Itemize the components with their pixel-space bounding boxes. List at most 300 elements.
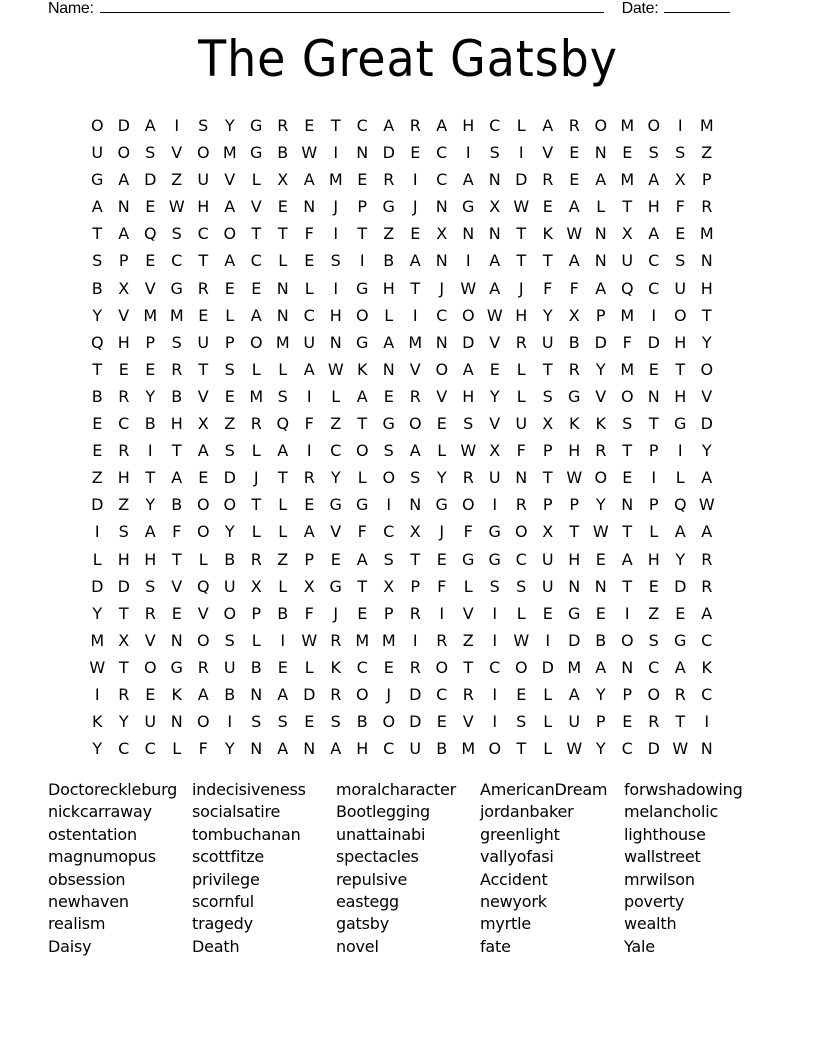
grid-cell[interactable]: Y [595,495,606,515]
grid-cell[interactable]: C [701,630,713,650]
grid-cell[interactable]: P [251,603,262,623]
grid-cell[interactable]: P [622,684,633,704]
grid-cell[interactable]: E [622,143,633,163]
grid-cell[interactable]: S [118,522,129,542]
grid-cell[interactable]: N [515,468,528,488]
grid-cell[interactable]: G [674,630,687,650]
grid-cell[interactable]: C [436,684,448,704]
grid-cell[interactable]: N [276,278,289,298]
grid-cell[interactable]: S [251,712,262,732]
grid-cell[interactable]: K [701,657,712,677]
grid-cell[interactable]: N [488,224,501,244]
grid-cell[interactable]: D [541,657,554,677]
grid-cell[interactable]: S [277,386,288,406]
grid-cell[interactable]: L [516,603,526,623]
grid-cell[interactable]: S [330,251,341,271]
name-field-line[interactable] [100,0,604,13]
grid-cell[interactable]: T [622,522,633,542]
grid-cell[interactable]: N [594,143,607,163]
grid-cell[interactable]: F [543,278,553,298]
grid-cell[interactable]: R [515,332,527,352]
grid-cell[interactable]: C [648,657,660,677]
grid-cell[interactable]: U [223,657,236,677]
grid-cell[interactable]: C [118,739,130,759]
grid-cell[interactable]: L [225,305,235,325]
grid-cell[interactable]: L [649,522,659,542]
grid-cell[interactable]: R [462,468,474,488]
grid-cell[interactable]: E [648,359,659,379]
grid-cell[interactable]: E [675,603,686,623]
grid-cell[interactable]: T [277,224,288,244]
grid-cell[interactable]: H [382,278,395,298]
grid-cell[interactable]: N [435,251,448,271]
grid-cell[interactable]: T [675,359,686,379]
grid-cell[interactable]: M [699,224,714,244]
grid-cell[interactable]: E [145,684,156,704]
grid-cell[interactable]: O [382,468,396,488]
grid-cell[interactable]: M [620,305,635,325]
grid-cell[interactable]: L [675,468,685,488]
grid-cell[interactable]: P [542,441,553,461]
grid-cell[interactable]: W [168,197,185,217]
grid-cell[interactable]: M [222,143,237,163]
grid-cell[interactable]: S [171,332,182,352]
grid-cell[interactable]: I [492,712,498,732]
grid-cell[interactable]: T [701,305,712,325]
grid-cell[interactable]: S [489,576,500,596]
grid-cell[interactable]: A [674,657,686,677]
grid-cell[interactable]: Z [277,549,289,569]
grid-cell[interactable]: C [383,739,395,759]
grid-cell[interactable]: S [224,359,235,379]
grid-cell[interactable]: A [674,522,686,542]
grid-cell[interactable]: D [674,576,687,596]
grid-cell[interactable]: F [172,522,182,542]
grid-cell[interactable]: R [330,630,342,650]
grid-cell[interactable]: P [410,576,421,596]
grid-cell[interactable]: O [223,224,237,244]
grid-cell[interactable]: B [171,386,183,406]
grid-cell[interactable]: B [568,332,580,352]
grid-cell[interactable]: W [301,143,318,163]
grid-cell[interactable]: O [700,359,714,379]
grid-cell[interactable]: H [117,332,130,352]
grid-cell[interactable]: N [462,224,475,244]
grid-cell[interactable]: L [516,116,526,135]
grid-cell[interactable]: A [303,359,315,379]
grid-cell[interactable]: B [250,657,262,677]
grid-cell[interactable]: P [357,197,368,217]
grid-cell[interactable]: L [304,657,314,677]
grid-cell[interactable]: N [594,224,607,244]
grid-cell[interactable]: N [435,332,448,352]
grid-cell[interactable]: L [92,549,102,569]
grid-cell[interactable]: E [357,170,368,190]
grid-cell[interactable]: I [492,495,498,515]
grid-cell[interactable]: L [357,468,367,488]
grid-cell[interactable]: I [227,712,233,732]
grid-cell[interactable]: Y [701,441,712,461]
grid-cell[interactable]: E [304,116,315,135]
grid-cell[interactable]: B [91,386,103,406]
grid-cell[interactable]: A [409,441,421,461]
grid-cell[interactable]: D [515,170,528,190]
grid-cell[interactable]: U [541,332,554,352]
grid-cell[interactable]: B [383,251,395,271]
grid-cell[interactable]: Y [224,739,235,759]
grid-cell[interactable]: J [518,278,524,298]
grid-cell[interactable]: W [301,630,318,650]
grid-cell[interactable]: E [383,386,394,406]
grid-cell[interactable]: X [489,197,501,217]
grid-cell[interactable]: D [647,739,660,759]
grid-cell[interactable]: L [278,522,288,542]
grid-cell[interactable]: Z [91,468,103,488]
grid-cell[interactable]: A [144,522,156,542]
grid-cell[interactable]: R [409,116,421,135]
grid-cell[interactable]: I [280,630,286,650]
grid-cell[interactable]: R [303,468,315,488]
grid-cell[interactable]: L [251,359,261,379]
grid-cell[interactable]: I [306,441,312,461]
grid-cell[interactable]: B [277,603,289,623]
grid-cell[interactable]: N [435,197,448,217]
grid-cell[interactable]: H [568,441,581,461]
grid-cell[interactable]: A [277,739,289,759]
grid-cell[interactable]: G [568,386,581,406]
grid-cell[interactable]: U [197,170,210,190]
grid-cell[interactable]: B [356,712,368,732]
grid-cell[interactable]: P [569,495,580,515]
grid-cell[interactable]: L [251,522,261,542]
grid-cell[interactable]: C [648,278,660,298]
grid-cell[interactable]: I [545,630,551,650]
grid-cell[interactable]: D [409,684,422,704]
grid-cell[interactable]: E [489,359,500,379]
grid-cell[interactable]: Y [675,549,686,569]
grid-cell[interactable]: J [333,197,339,217]
grid-cell[interactable]: M [90,630,105,650]
grid-cell[interactable]: T [569,522,580,542]
grid-cell[interactable]: T [357,576,368,596]
grid-cell[interactable]: O [514,657,528,677]
grid-cell[interactable]: G [488,549,501,569]
grid-cell[interactable]: X [568,305,580,325]
grid-cell[interactable]: P [701,170,712,190]
grid-cell[interactable]: E [569,143,580,163]
grid-cell[interactable]: E [410,143,421,163]
grid-cell[interactable]: O [647,684,661,704]
grid-cell[interactable]: W [460,441,477,461]
grid-cell[interactable]: N [303,739,316,759]
grid-cell[interactable]: K [357,359,368,379]
grid-cell[interactable]: Y [145,495,156,515]
grid-cell[interactable]: E [145,359,156,379]
grid-cell[interactable]: H [462,386,475,406]
grid-cell[interactable]: V [701,386,713,406]
grid-cell[interactable]: T [542,359,553,379]
grid-cell[interactable]: S [198,116,209,135]
grid-cell[interactable]: Y [595,739,606,759]
grid-cell[interactable]: H [515,305,528,325]
grid-cell[interactable]: T [622,197,633,217]
grid-cell[interactable]: S [516,576,527,596]
grid-cell[interactable]: Q [196,576,210,596]
grid-cell[interactable]: T [622,441,633,461]
grid-cell[interactable]: D [462,332,475,352]
grid-cell[interactable]: H [647,549,660,569]
grid-cell[interactable]: K [92,712,103,732]
grid-cell[interactable]: I [704,712,710,732]
grid-cell[interactable]: M [461,739,476,759]
grid-cell[interactable]: W [698,495,715,515]
grid-cell[interactable]: R [568,359,580,379]
grid-cell[interactable]: N [117,197,130,217]
grid-cell[interactable]: I [624,603,630,623]
grid-cell[interactable]: M [275,332,290,352]
grid-cell[interactable]: X [250,576,262,596]
grid-cell[interactable]: W [566,739,583,759]
grid-cell[interactable]: E [595,549,606,569]
grid-cell[interactable]: S [383,549,394,569]
grid-cell[interactable]: Y [595,359,606,379]
grid-cell[interactable]: E [675,224,686,244]
grid-cell[interactable]: N [488,170,501,190]
grid-cell[interactable]: U [91,143,104,163]
grid-cell[interactable]: R [701,576,713,596]
grid-cell[interactable]: O [594,468,608,488]
grid-cell[interactable]: K [595,414,606,434]
grid-cell[interactable]: T [675,712,686,732]
grid-cell[interactable]: I [492,684,498,704]
grid-cell[interactable]: Y [436,468,447,488]
grid-cell[interactable]: E [569,170,580,190]
grid-cell[interactable]: R [118,386,130,406]
grid-cell[interactable]: B [277,143,289,163]
grid-cell[interactable]: X [277,170,289,190]
grid-cell[interactable]: B [144,414,156,434]
grid-cell[interactable]: D [647,332,660,352]
grid-cell[interactable]: A [409,251,421,271]
grid-cell[interactable]: A [224,251,236,271]
grid-cell[interactable]: J [386,684,392,704]
grid-cell[interactable]: G [170,657,183,677]
grid-cell[interactable]: G [250,143,263,163]
grid-cell[interactable]: C [356,657,368,677]
grid-cell[interactable]: E [251,278,262,298]
grid-cell[interactable]: R [277,116,289,135]
grid-cell[interactable]: I [651,468,657,488]
grid-cell[interactable]: O [673,305,687,325]
grid-cell[interactable]: D [144,170,157,190]
grid-cell[interactable]: H [568,549,581,569]
grid-cell[interactable]: T [622,576,633,596]
grid-cell[interactable]: N [700,739,713,759]
grid-cell[interactable]: C [144,739,156,759]
grid-cell[interactable]: E [304,495,315,515]
grid-cell[interactable]: U [515,414,528,434]
grid-cell[interactable]: R [409,657,421,677]
grid-cell[interactable]: S [463,414,474,434]
grid-cell[interactable]: C [515,549,527,569]
grid-cell[interactable]: T [145,468,156,488]
grid-cell[interactable]: S [383,441,394,461]
grid-cell[interactable]: A [462,170,474,190]
grid-cell[interactable]: I [333,278,339,298]
grid-cell[interactable]: B [171,495,183,515]
grid-cell[interactable]: T [542,468,553,488]
grid-cell[interactable]: M [620,170,635,190]
grid-cell[interactable]: A [144,116,156,135]
grid-cell[interactable]: E [224,386,235,406]
grid-cell[interactable]: O [408,414,422,434]
grid-cell[interactable]: R [118,684,130,704]
grid-cell[interactable]: L [251,170,261,190]
grid-cell[interactable]: K [569,414,580,434]
grid-cell[interactable]: R [144,603,156,623]
grid-cell[interactable]: I [333,143,339,163]
grid-cell[interactable]: E [622,712,633,732]
grid-cell[interactable]: E [171,603,182,623]
grid-cell[interactable]: V [250,197,262,217]
grid-cell[interactable]: W [566,468,583,488]
grid-cell[interactable]: Y [489,386,500,406]
grid-cell[interactable]: S [92,251,103,271]
grid-cell[interactable]: J [439,522,445,542]
grid-cell[interactable]: I [465,251,471,271]
grid-cell[interactable]: Q [90,332,104,352]
grid-cell[interactable]: P [648,441,659,461]
grid-cell[interactable]: R [648,712,660,732]
grid-cell[interactable]: U [674,278,687,298]
grid-cell[interactable]: X [674,170,686,190]
grid-cell[interactable]: N [409,495,422,515]
grid-cell[interactable]: I [412,630,418,650]
grid-cell[interactable]: M [249,386,264,406]
grid-cell[interactable]: F [198,739,208,759]
grid-cell[interactable]: O [196,630,210,650]
grid-cell[interactable]: N [621,657,634,677]
grid-cell[interactable]: Y [224,116,235,135]
grid-cell[interactable]: I [306,386,312,406]
grid-cell[interactable]: N [170,712,183,732]
grid-cell[interactable]: H [117,468,130,488]
grid-cell[interactable]: N [276,305,289,325]
grid-cell[interactable]: E [357,603,368,623]
grid-cell[interactable]: G [356,495,369,515]
grid-cell[interactable]: O [594,116,608,135]
grid-cell[interactable]: T [92,359,103,379]
grid-cell[interactable]: G [488,522,501,542]
grid-cell[interactable]: I [412,170,418,190]
grid-cell[interactable]: G [356,332,369,352]
grid-cell[interactable]: J [412,197,418,217]
grid-cell[interactable]: V [489,414,501,434]
grid-cell[interactable]: Y [542,305,553,325]
grid-cell[interactable]: G [382,414,395,434]
grid-cell[interactable]: N [647,386,660,406]
grid-cell[interactable]: R [250,549,262,569]
grid-cell[interactable]: C [436,305,448,325]
grid-cell[interactable]: I [677,116,683,135]
grid-cell[interactable]: B [224,549,236,569]
grid-cell[interactable]: F [569,278,579,298]
grid-cell[interactable]: M [408,332,423,352]
grid-cell[interactable]: R [118,441,130,461]
grid-cell[interactable]: X [383,576,395,596]
grid-cell[interactable]: D [117,116,130,135]
grid-cell[interactable]: T [251,224,262,244]
grid-cell[interactable]: S [171,224,182,244]
grid-cell[interactable]: F [357,522,367,542]
grid-cell[interactable]: C [436,143,448,163]
grid-cell[interactable]: V [462,603,474,623]
grid-cell[interactable]: T [198,359,209,379]
grid-cell[interactable]: O [117,143,131,163]
grid-cell[interactable]: R [674,684,686,704]
grid-cell[interactable]: L [516,386,526,406]
grid-cell[interactable]: C [383,522,395,542]
grid-cell[interactable]: A [595,278,607,298]
grid-cell[interactable]: C [197,224,209,244]
grid-cell[interactable]: C [356,116,368,135]
grid-cell[interactable]: G [329,495,342,515]
grid-cell[interactable]: M [620,116,635,135]
grid-cell[interactable]: A [356,549,368,569]
grid-cell[interactable]: O [461,495,475,515]
grid-cell[interactable]: I [465,143,471,163]
grid-cell[interactable]: A [595,657,607,677]
grid-cell[interactable]: I [492,603,498,623]
grid-cell[interactable]: R [701,197,713,217]
grid-cell[interactable]: C [621,739,633,759]
grid-cell[interactable]: I [94,684,100,704]
grid-cell[interactable]: C [701,684,713,704]
grid-cell[interactable]: S [330,712,341,732]
grid-cell[interactable]: E [198,305,209,325]
grid-cell[interactable]: V [330,522,342,542]
grid-cell[interactable]: H [329,305,342,325]
grid-cell[interactable]: A [383,116,395,135]
grid-cell[interactable]: F [516,441,526,461]
grid-cell[interactable]: Y [145,386,156,406]
grid-cell[interactable]: H [700,278,713,298]
grid-cell[interactable]: W [327,359,344,379]
grid-cell[interactable]: L [596,197,606,217]
grid-cell[interactable]: L [463,576,473,596]
grid-cell[interactable]: U [568,712,581,732]
grid-cell[interactable]: Z [171,170,183,190]
grid-cell[interactable]: Y [224,522,235,542]
grid-cell[interactable]: N [594,576,607,596]
grid-cell[interactable]: N [250,739,263,759]
grid-cell[interactable]: A [250,305,262,325]
grid-cell[interactable]: G [462,197,475,217]
grid-cell[interactable]: B [91,278,103,298]
grid-cell[interactable]: E [436,712,447,732]
grid-cell[interactable]: A [277,441,289,461]
grid-cell[interactable]: S [277,712,288,732]
grid-cell[interactable]: G [250,116,263,135]
grid-cell[interactable]: A [489,278,501,298]
grid-cell[interactable]: L [251,441,261,461]
grid-cell[interactable]: U [223,576,236,596]
grid-cell[interactable]: L [516,359,526,379]
grid-cell[interactable]: X [303,576,315,596]
grid-cell[interactable]: A [356,386,368,406]
grid-cell[interactable]: N [382,359,395,379]
grid-cell[interactable]: N [621,495,634,515]
